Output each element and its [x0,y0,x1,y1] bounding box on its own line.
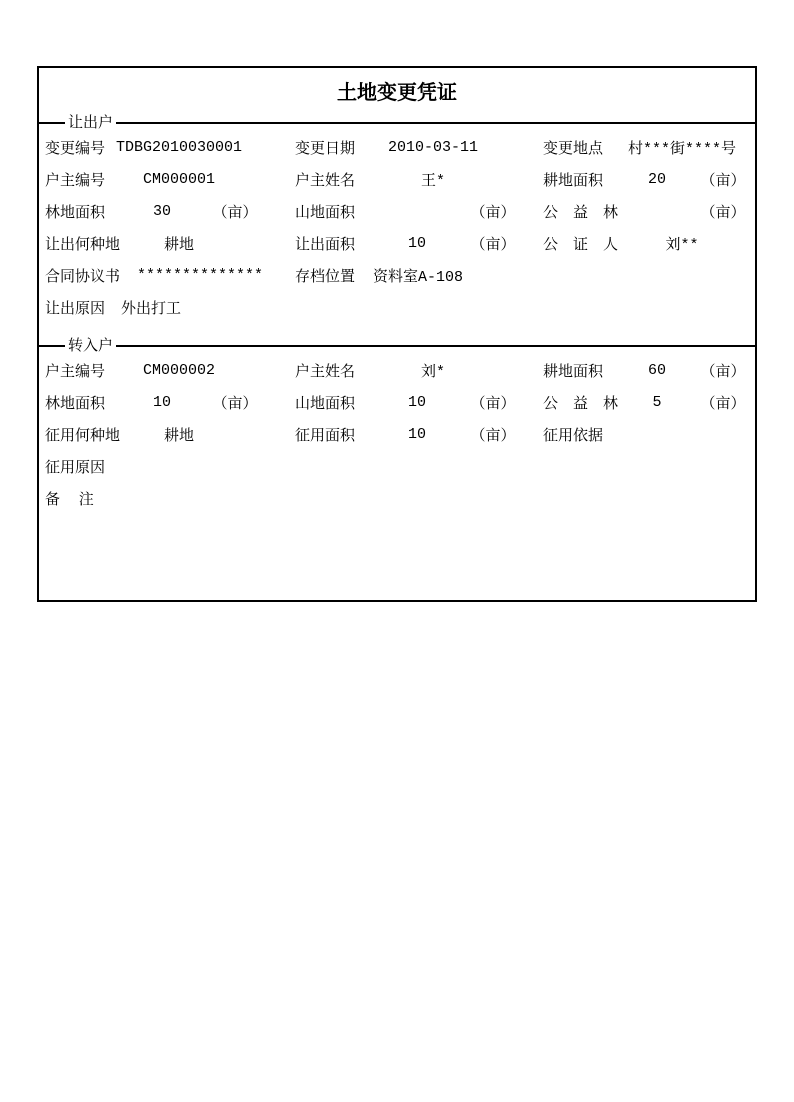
row-out-landtype [39,227,755,259]
field-label: 山地面积 [295,395,356,412]
field-value: 10 [407,425,426,443]
unit-label: （亩） [470,236,516,253]
field-label: 让出何种地 [45,236,121,253]
section-transferin-label: 转入户 [68,338,114,354]
field-value: 耕地 [163,427,194,445]
field-value: 10 [407,234,426,252]
field-label: 征用依据 [543,427,604,444]
legend-line-left [39,122,65,124]
field-label: 林地面积 [45,395,106,412]
section-letout-header [39,115,755,131]
row-in-householder [39,354,755,386]
unit-label: （亩） [470,427,516,444]
unit-label: （亩） [700,204,746,221]
field-label: 变更编号 [45,140,106,157]
field-label: 变更日期 [295,140,356,157]
field-label: 存档位置 [295,268,356,285]
field-label: 公 益 林 [543,204,619,221]
field-value: 5 [652,393,662,411]
field-label: 耕地面积 [543,363,604,380]
field-value: 30 [152,202,171,220]
field-label: 让出原因 [45,300,106,317]
legend-line-right [116,122,755,124]
unit-label: （亩） [700,172,746,189]
field-value: 刘** [665,236,699,254]
legend-line-left [39,345,65,347]
field-label: 让出面积 [295,236,356,253]
row-change-number [39,131,755,163]
field-value: 10 [152,393,171,411]
unit-label: （亩） [470,204,516,221]
field-value: 60 [647,361,666,379]
field-value: ************** [136,266,264,284]
row-contract [39,259,755,291]
row-in-reason [39,450,755,482]
unit-label: （亩） [470,395,516,412]
unit-label: （亩） [212,204,258,221]
form-title: 土地变更凭证 [337,82,457,104]
field-value: CM000001 [142,170,215,188]
field-label: 征用面积 [295,427,356,444]
unit-label: （亩） [212,395,258,412]
field-value: 2010-03-11 [387,138,478,156]
field-label: 户主编号 [45,172,106,189]
row-remarks [39,482,755,514]
row-in-areas [39,386,755,418]
row-in-landtype [39,418,755,450]
field-value: 村***街****号 [627,140,736,158]
unit-label: （亩） [700,363,746,380]
field-label: 户主姓名 [295,363,356,380]
field-label: 变更地点 [543,140,604,157]
row-out-householder [39,163,755,195]
field-label: 户主姓名 [295,172,356,189]
field-value: 王* [420,172,445,190]
field-label: 山地面积 [295,204,356,221]
field-label: 公 益 林 [543,395,619,412]
field-label: 征用何种地 [45,427,121,444]
unit-label: （亩） [700,395,746,412]
field-label: 备 注 [45,491,94,508]
field-label: 征用原因 [45,459,106,476]
field-value: 刘* [420,363,445,381]
field-value: TDBG2010030001 [115,138,243,156]
row-out-reason [39,291,755,323]
field-value: 耕地 [163,236,194,254]
field-label: 公 证 人 [543,236,619,253]
field-value: CM000002 [142,361,215,379]
legend-line-right [116,345,755,347]
section-transferin-header [39,338,755,354]
field-label: 户主编号 [45,363,106,380]
field-label: 合同协议书 [45,268,121,285]
field-value: 10 [407,393,426,411]
field-label: 耕地面积 [543,172,604,189]
section-letout-label: 让出户 [68,115,114,131]
field-value: 外出打工 [121,300,182,318]
land-change-certificate-form [37,66,757,602]
field-label: 林地面积 [45,204,106,221]
field-value: 资料室A-108 [373,268,464,286]
row-out-areas [39,195,755,227]
field-value: 20 [647,170,666,188]
